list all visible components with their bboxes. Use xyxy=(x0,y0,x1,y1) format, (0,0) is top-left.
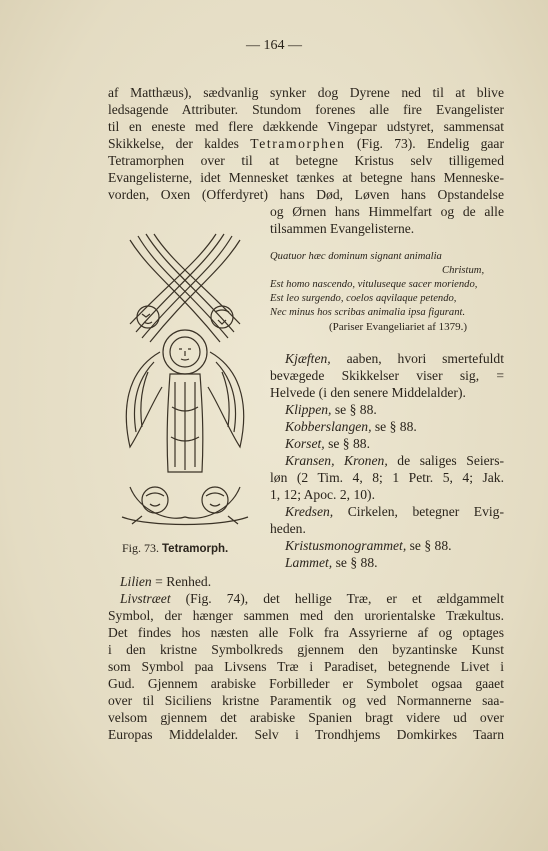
text-line: Gud. Gjennem arabiske Forbilleder er Symbolet ogsaa gaaet xyxy=(108,676,504,691)
entry-line xyxy=(120,573,211,590)
entry-line: Helvede (i den senere Middelalder). xyxy=(270,385,466,400)
entry-line: bevægede Skikkelser viser sig, = xyxy=(270,368,504,383)
latin-verse-line: Christum, xyxy=(442,265,485,276)
text-line: Evangelisterne, idet Mennesket tænkes at betegne hans Menneske- xyxy=(108,170,504,185)
text-line: som Symbol paa Livsens Træ i Paradiset, betegnende Livet i xyxy=(108,659,504,674)
entry-text: se § 88. xyxy=(374,419,417,434)
entry-text: de saliges Seiers- xyxy=(397,453,505,468)
figure-title: Tetramorph. xyxy=(162,543,229,555)
entry-term: Kobberslangen, xyxy=(285,419,372,434)
text-line xyxy=(108,135,504,152)
entry-line: heden. xyxy=(270,521,306,536)
latin-verse-line: Nec minus hos scribas animalia ipsa figurant. xyxy=(270,307,466,318)
text-line: af Matthæus), sædvanlig synker dog Dyrene ned til at blive xyxy=(108,85,504,100)
entry-line xyxy=(285,554,378,571)
page-number: — 164 — xyxy=(246,38,302,53)
entry-text: se § 88. xyxy=(409,538,452,553)
entry-line xyxy=(285,537,452,554)
entry-term: Klippen, xyxy=(285,402,332,417)
text-line: Symbol, der hænger sammen med den urorientalske Trækultus. xyxy=(108,608,504,623)
entry-line xyxy=(120,590,504,607)
entry-text: (Fig. 74), det hellige Træ, er et ældgammelt xyxy=(185,591,504,606)
text-line: Tetramorphen over til at betegne Kristus selv tilligemed xyxy=(108,153,504,168)
entry-text: Cirkelen, betegner Evig- xyxy=(347,504,504,519)
text-fragment: (Fig. 73). Endelig gaar xyxy=(356,136,504,151)
entry-term: Kjæften, xyxy=(285,351,331,366)
entry-line xyxy=(285,452,504,469)
text-line: tilsammen Evangelisterne. xyxy=(270,221,415,236)
text-line: vorden, Oxen (Offerdyret) hans Død, Løven hans Opstandelse xyxy=(108,187,504,202)
latin-verse-line: Est leo surgendo, coelos aqvilaque petendo, xyxy=(270,293,457,304)
entry-term: Livstræet xyxy=(120,591,171,606)
entry-line xyxy=(285,350,504,367)
entry-line xyxy=(285,401,377,418)
entry-term: Lammet, xyxy=(285,555,333,570)
entry-text: = Renhed. xyxy=(155,574,212,589)
text-line: Europas Middelalder. Selv i Trondhjems Domkirkes Taarn xyxy=(108,727,504,742)
entry-line xyxy=(285,503,504,520)
figure-number: Fig. 73. xyxy=(122,541,160,555)
entry-term: Kristusmonogrammet, xyxy=(285,538,407,553)
latin-source: (Pariser Evangeliariet af 1379.) xyxy=(329,321,468,333)
text-fragment: Skikkelse, der kaldes xyxy=(108,136,239,151)
latin-verse-line: Est homo nascendo, vituluseque sacer moriendo, xyxy=(270,279,478,290)
entry-text: se § 88. xyxy=(334,402,377,417)
entry-term: Lilien xyxy=(120,574,152,589)
entry-line xyxy=(285,435,370,452)
latin-verse-line: Quatuor hæc dominum signant animalia xyxy=(270,251,442,262)
entry-term: Korset, xyxy=(285,436,325,451)
entry-text: se § 88. xyxy=(328,436,370,451)
text-line: i den kristne Symbolkreds gjennem den byzantinske Kunst xyxy=(108,642,504,657)
entry-line: 1, 12; Apoc. 2, 10). xyxy=(270,487,375,502)
text-line: og Ørnen hans Himmelfart og de alle xyxy=(270,204,504,219)
entry-line xyxy=(285,418,417,435)
figure-caption xyxy=(122,541,228,556)
tetramorph-illustration xyxy=(110,232,260,532)
text-line: over til Siciliens kristne Paramentik og ved Normannerne saa- xyxy=(108,693,504,708)
entry-term: Kransen, Kronen, xyxy=(285,453,388,468)
text-line: velsom gjennem det arabiske Spanien bragt videre ud over xyxy=(108,710,504,725)
entry-text: aaben, hvori smertefuldt xyxy=(346,351,504,366)
text-line: ledsagende Attributer. Stundom forenes alle fire Evangelister xyxy=(108,102,504,117)
tetramorphen-term: Tetramorphen xyxy=(250,136,346,151)
entry-term: Kredsen, xyxy=(285,504,334,519)
text-line: Det findes hos næsten alle Folk fra Assyrierne af og optages xyxy=(108,625,504,640)
entry-text: se § 88. xyxy=(335,555,378,570)
text-line: til en eneste med flere dækkende Vingepar udstyret, sammensat xyxy=(108,119,504,134)
entry-line: løn (2 Tim. 4, 8; 1 Petr. 5, 4; Jak. xyxy=(270,470,504,485)
